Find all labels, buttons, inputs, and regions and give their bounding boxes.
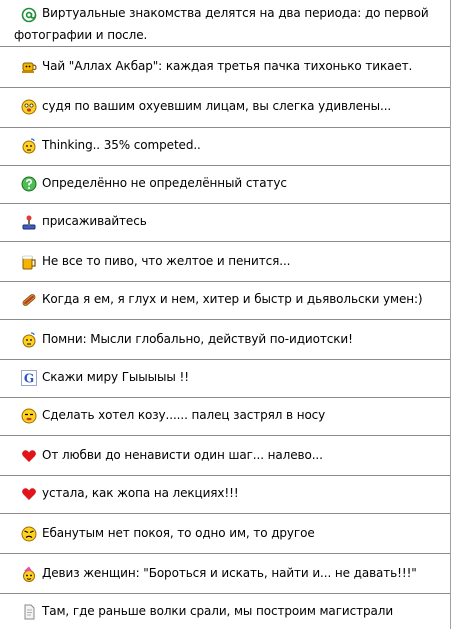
paper-icon [21,604,37,620]
svg-text:G: G [23,371,35,386]
list-item[interactable] [0,398,450,436]
status-text: Thinking.. 35% competed.. [42,138,201,152]
heart-icon [21,448,37,464]
status-text: устала, как жопа на лекциях!!! [42,486,239,500]
thinking-face-icon [21,138,37,154]
status-text: судя по вашим охуевшим лицам, вы слегка удивлены... [42,99,392,113]
status-text: Определённо не определённый статус [42,176,287,190]
status-text: Ебанутым нет покоя, то одно им, то другое [42,526,315,540]
status-text: От любви до ненависти один шаг... налево... [42,448,323,462]
tea-cup-icon [21,59,37,75]
surprised-face-icon [21,99,37,115]
status-text: Виртуальные знакомства делятся на два периода: до первой фотографии и после. [14,6,429,42]
status-text: Не все то пиво, что желтое и пенится... [42,254,291,268]
heart-icon [21,486,37,502]
beer-mug-icon [21,254,37,270]
thinking-face-icon [21,332,37,348]
list-item[interactable] [0,0,450,47]
list-item[interactable] [0,436,450,476]
list-item[interactable] [0,166,450,204]
tired-face-icon [21,408,37,424]
google-g-icon [21,370,37,386]
list-item[interactable] [0,204,450,242]
status-text: Помни: Мысли глобально, действуй по-идиотски! [42,332,353,346]
question-mark-icon [21,176,37,192]
status-text: присаживайтесь [42,214,147,228]
list-item[interactable] [0,514,450,554]
status-text: Когда я ем, я глух и нем, хитер и быстр и дьявольски умен:) [42,292,423,306]
status-text: Скажи миру Гыыыыы !! [42,370,189,384]
list-item[interactable] [0,594,450,629]
list-item[interactable] [0,320,450,360]
party-face-icon [21,566,37,582]
list-item[interactable] [0,88,450,128]
angry-face-icon [21,526,37,542]
list-item[interactable] [0,128,450,166]
list-item[interactable] [0,282,450,320]
status-text: Сделать хотел козу...... палец застрял в носу [42,408,326,422]
joystick-icon [21,214,37,230]
list-item[interactable] [0,242,450,282]
status-text: Там, где раньше волки срали, мы построим магистрали [42,604,394,618]
list-item[interactable] [0,360,450,398]
status-text: Девиз женщин: "Бороться и искать, найти и... не давать!!!" [42,566,417,580]
hot-dog-icon [21,292,37,308]
status-text: Чай "Аллах Акбар": каждая третья пачка тихонько тикает. [42,59,413,73]
list-item[interactable] [0,47,450,88]
list-item[interactable] [0,476,450,514]
list-item[interactable] [0,554,450,594]
